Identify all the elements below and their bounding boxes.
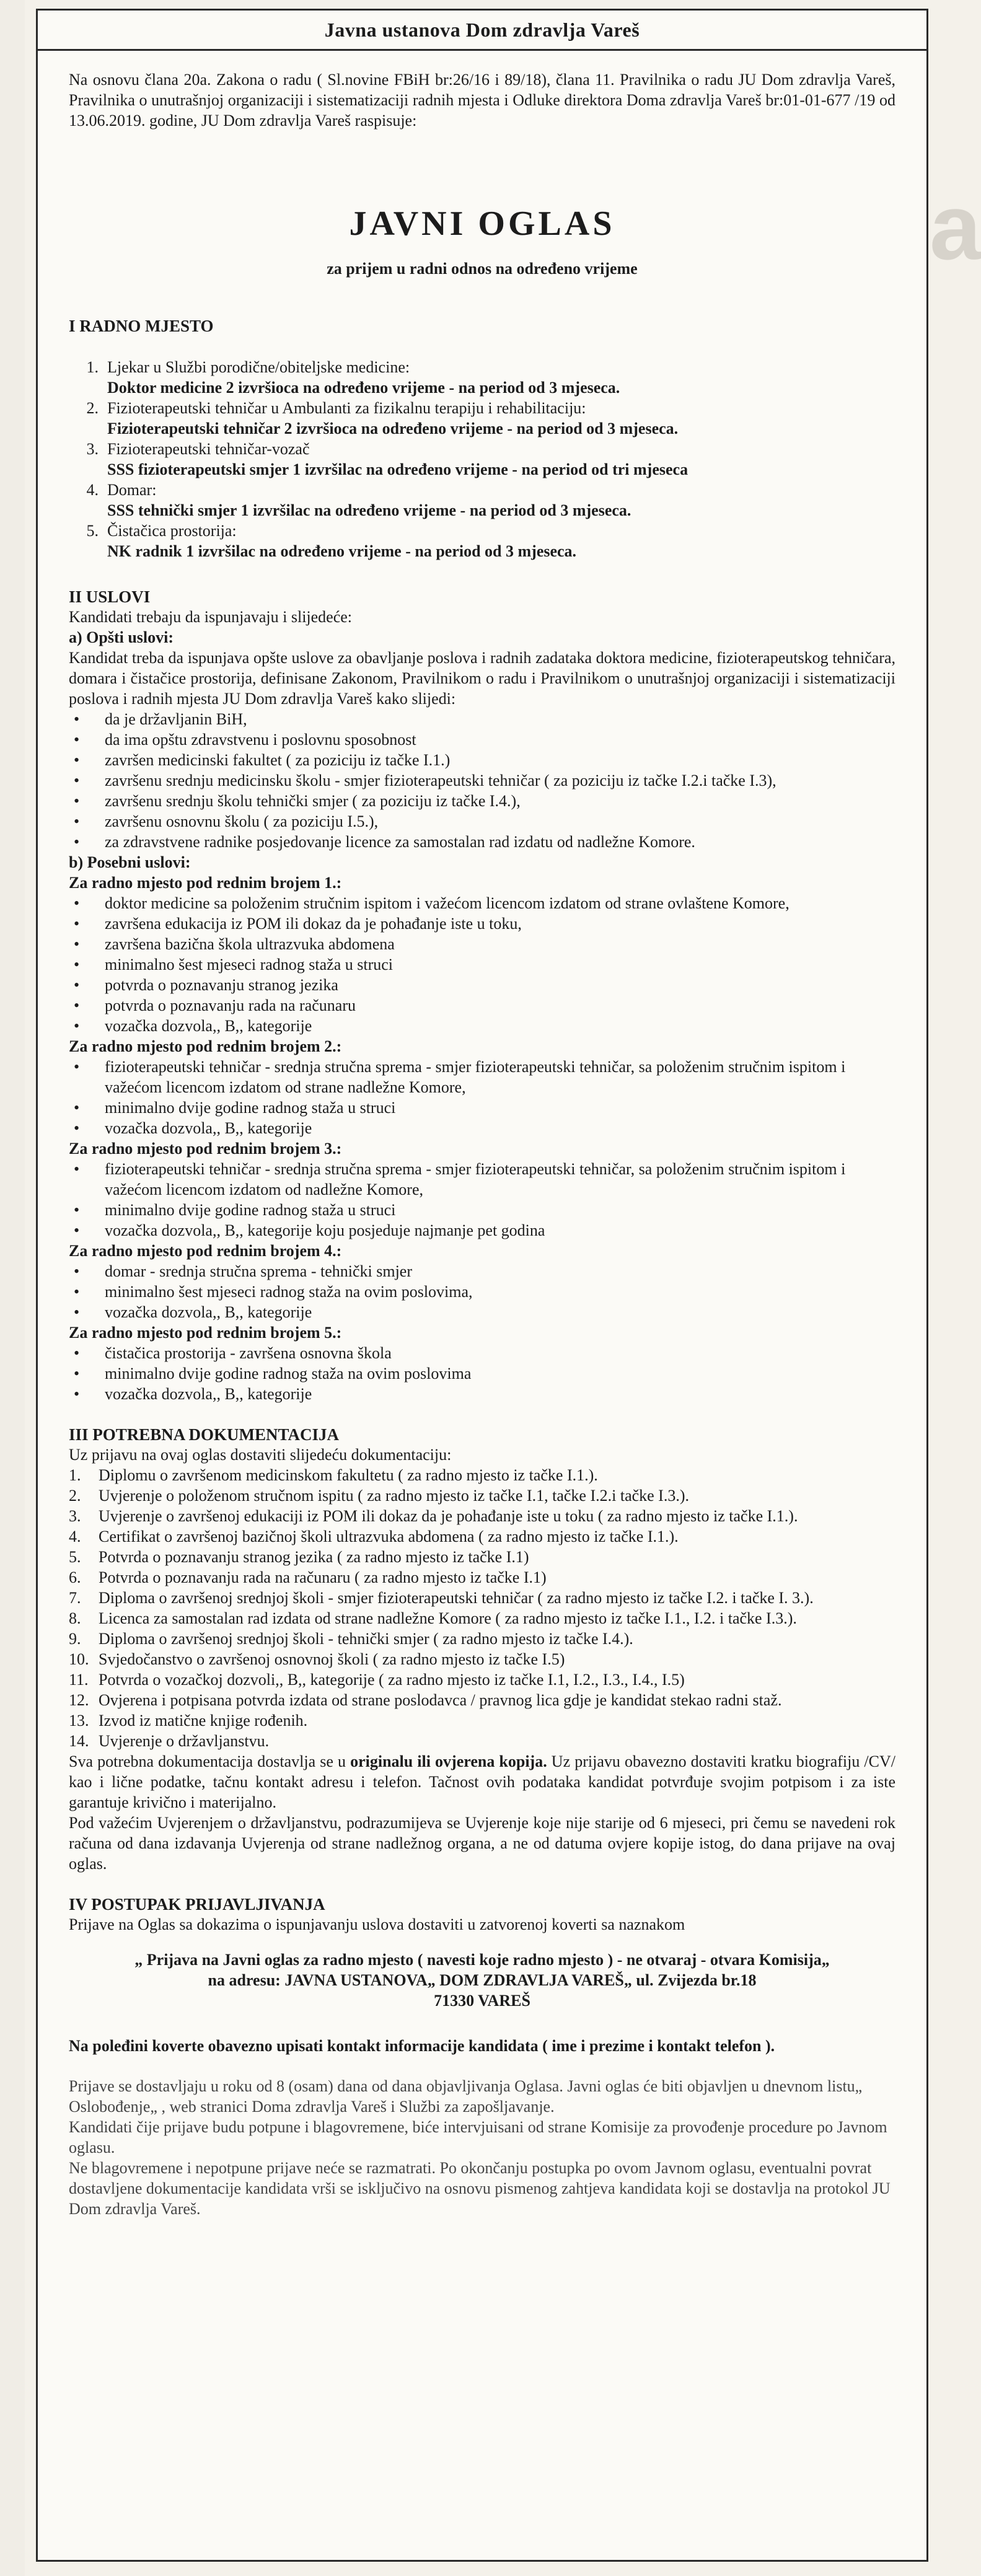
list-item: • završen medicinski fakultet ( za poziciju iz tačke I.1.) [69, 750, 895, 770]
list-item: • minimalno dvije godine radnog staža u struci [69, 1200, 895, 1220]
group-heading: Za radno mjesto pod rednim brojem 4.: [69, 1242, 342, 1260]
job-notice [36, 9, 928, 2562]
position-item [69, 357, 895, 377]
position-detail-text: SSS fizioterapeutski smjer 1 izvršilac na određeno vrijeme - na period od tri mjeseca [107, 460, 688, 478]
list-item: • fizioterapeutski tehničar - srednja stručna sprema - smjer fizioterapeutski tehničar, sa položenim stručnim ispitom i važećom licencom izdatom od nadležne Komore, [69, 1159, 895, 1200]
document-item [69, 1465, 895, 1485]
notice-title: JAVNI OGLAS [349, 204, 615, 243]
document-number: 7. [69, 1589, 81, 1607]
document-item [69, 1608, 895, 1629]
list-item: • minimalno dvije godine radnog staža na ovim poslovima [69, 1363, 895, 1384]
group-heading: Za radno mjesto pod rednim brojem 1.: [69, 874, 342, 892]
section-procedure-heading: IV POSTUPAK PRIJAVLJIVANJA [69, 1895, 325, 1914]
position-detail-text: Doktor medicine 2 izvršioca na određeno vrijeme - na period od 3 mjeseca. [107, 379, 620, 397]
document-text: Ovjerena i potpisana potvrda izdata od strane poslodavca / pravnog lica gdje je kandidat stekao radni staž. [99, 1691, 782, 1709]
note-emphasis: originalu ili ovjerena kopija. [350, 1752, 547, 1770]
list-item: • minimalno dvije godine radnog staža u struci [69, 1097, 895, 1118]
document-item [69, 1588, 895, 1608]
list-item: • domar - srednja stručna sprema - tehnički smjer [69, 1261, 895, 1281]
position-desc: Domar: [107, 481, 157, 499]
document-text: Potvrda o poznavanju rada na računaru ( za radno mjesto iz tačke I.1) [99, 1568, 547, 1586]
position-detail [69, 418, 895, 439]
position-detail-text: SSS tehnički smjer 1 izvršilac na određeno vrijeme - na period od 3 mjeseca. [107, 501, 631, 519]
position-number: 3. [86, 440, 99, 458]
group-list [69, 1261, 895, 1322]
position-number: 5. [86, 522, 99, 540]
document-number: 9. [69, 1630, 81, 1648]
document-item [69, 1506, 895, 1526]
list-item: • čistačica prostorija - završena osnovna škola [69, 1343, 895, 1363]
notice-subtitle: za prijem u radni odnos na određeno vrijeme [327, 260, 638, 278]
list-item: • minimalno šest mjeseci radnog staža na ovim poslovima, [69, 1281, 895, 1302]
document-number: 14. [69, 1732, 89, 1750]
document-number: 11. [69, 1671, 89, 1689]
group-list [69, 1343, 895, 1404]
document-item [69, 1485, 895, 1506]
list-item: • završenu srednju školu tehnički smjer ( za poziciju iz tačke I.4.), [69, 791, 895, 811]
document-item [69, 1669, 895, 1690]
document-number: 6. [69, 1568, 81, 1586]
group-heading: Za radno mjesto pod rednim brojem 2.: [69, 1037, 342, 1055]
document-text: Potvrda o vozačkoj dozvoli,, B,, kategorije ( za radno mjesto iz tačke I.1, I.2., I.3., I.4., I.5) [99, 1671, 685, 1689]
document-item [69, 1649, 895, 1669]
conditions-lead: Kandidati trebaju da ispunjavaju i slijedeće: [69, 608, 353, 626]
group-list [69, 893, 895, 1036]
documents-list [69, 1465, 895, 1751]
document-item [69, 1690, 895, 1710]
document-number: 13. [69, 1712, 89, 1730]
document-item [69, 1710, 895, 1731]
section-positions-heading: I RADNO MJESTO [69, 317, 214, 335]
list-item: • vozačka dozvola,, B,, kategorije [69, 1384, 895, 1404]
list-item: • doktor medicine sa položenim stručnim ispitom i važećom licencom izdatom od strane ovlaštene Komore, [69, 893, 895, 913]
group-heading: Za radno mjesto pod rednim brojem 5.: [69, 1324, 342, 1342]
envelope-address: na adresu: JAVNA USTANOVA„ DOM ZDRAVLJA VAREŠ„ ul. Zvijezda br.18 [208, 1971, 757, 1989]
document-text: Uvjerenje o državljanstvu. [99, 1732, 270, 1750]
document-text: Uvjerenje o završenoj edukaciji iz POM ili dokaz da je pohađanje iste u toku ( za radno mjesto iz tačke I.1.). [99, 1507, 798, 1525]
header-band [38, 11, 926, 51]
section-documents-heading: III POTREBNA DOKUMENTACIJA [69, 1425, 340, 1444]
positions-list [69, 357, 895, 561]
documents-note-citizenship: Pod važećim Uvjerenjem o državljanstvu, podrazumijeva se Uvjerenje koje nije starije od 6 mjeseci, pri čemu se navedeni rok računa od dana izdavanja Uvjerenja od strane nadležnog organa, a ne od datuma ovjere kopije istog, do dana prijave na ovaj oglas. [69, 1814, 895, 1873]
envelope-postcode: 71330 VAREŠ [434, 1992, 530, 2010]
document-number: 12. [69, 1691, 89, 1709]
position-desc: Fizioterapeutski tehničar u Ambulanti za fizikalnu terapiju i rehabilitaciju: [107, 399, 586, 417]
special-conditions-label: b) Posebni uslovi: [69, 853, 191, 871]
bleed-through-print: a [930, 175, 981, 279]
list-item: • završenu srednju medicinsku školu - smjer fizioterapeutski tehničar ( za poziciju iz tačke I.2.i tačke I.3), [69, 770, 895, 791]
document-number: 2. [69, 1487, 81, 1505]
position-desc: Čistačica prostorija: [107, 522, 237, 540]
list-item: • potvrda o poznavanju stranog jezika [69, 975, 895, 995]
page-margin [0, 0, 25, 2576]
position-item [69, 480, 895, 500]
position-number: 2. [86, 399, 99, 417]
list-item: • vozačka dozvola,, B,, kategorije koju posjeduje najmanje pet godina [69, 1220, 895, 1241]
general-conditions-text: Kandidat treba da ispunjava opšte uslove za obavljanje poslova i radnih zadataka doktora medicine, fizioterapeutskog tehničara, domara i čistačice prostorija, definisane Zakonom, Pravilnikom o radu i Pravilnikom o unutrašnjoj organizaciji i sistematizaciji poslova i radnih mjesta JU Dom zdravlja Vareš kako slijedi: [69, 649, 895, 708]
institution-name: Javna ustanova Dom zdravlja Vareš [324, 18, 640, 41]
envelope-label: „ Prijava na Javni oglas za radno mjesto ( navesti koje radno mjesto ) - ne otvaraj - otvara Komisija„ [134, 1951, 830, 1969]
document-text: Potvrda o poznavanju stranog jezika ( za radno mjesto iz tačke I.1) [99, 1548, 529, 1566]
intro-paragraph: Na osnovu člana 20a. Zakona o radu ( Sl.novine FBiH br:26/16 i 89/18), člana 11. Pravilnika o radu JU Dom zdravlja Vareš, Pravilnika o unutrašnjoj organizaciji i sistematizaciji radnih mjesta i Odluke direktora Doma zdravlja Vareš br:01-01-677 /19 od 13.06.2019. godine, JU Dom zdravlja Vareš raspisuje: [69, 71, 895, 130]
deadline-paragraph: Prijave se dostavljaju u roku od 8 (osam) dana od dana objavljivanja Oglasa. Javni oglas će biti objavljen u dnevnom listu„ Oslobođenje„ , web stranici Doma zdravlja Vareš i Službi za zapošljavanje. [69, 2077, 863, 2116]
document-number: 4. [69, 1528, 81, 1545]
document-item [69, 1547, 895, 1567]
list-item: • vozačka dozvola,, B,, kategorije [69, 1118, 895, 1138]
envelope-backside-note: Na poleđini koverte obavezno upisati kontakt informacije kandidata ( ime i prezime i kontakt telefon ). [69, 2037, 775, 2055]
list-item: • minimalno šest mjeseci radnog staža u struci [69, 954, 895, 975]
list-item: • da ima opštu zdravstvenu i poslovnu sposobnost [69, 729, 895, 750]
interview-paragraph: Kandidati čije prijave budu potpune i blagovremene, biće intervjuisani od strane Komisije za provođenje procedure po Javnom oglasu. [69, 2118, 887, 2156]
position-detail [69, 377, 895, 398]
list-item: • vozačka dozvola,, B,, kategorije [69, 1016, 895, 1036]
position-item [69, 398, 895, 418]
list-item: • da je državljanin BiH, [69, 709, 895, 729]
document-item [69, 1629, 895, 1649]
position-detail [69, 459, 895, 480]
document-text: Diploma o završenoj srednjoj školi - tehnički smjer ( za radno mjesto iz tačke I.4.). [99, 1630, 633, 1648]
group-list [69, 1159, 895, 1241]
note-text: Sva potrebna dokumentacija dostavlja se u [69, 1752, 351, 1770]
document-text: Diplomu o završenom medicinskom fakultetu ( za radno mjesto iz tačke I.1.). [99, 1466, 598, 1484]
document-item [69, 1731, 895, 1751]
list-item: • vozačka dozvola,, B,, kategorije [69, 1302, 895, 1322]
document-item [69, 1567, 895, 1588]
document-text: Certifikat o završenoj bazičnoj školi ultrazvuka abdomena ( za radno mjesto iz tačke I.1.). [99, 1528, 679, 1545]
document-number: 10. [69, 1650, 89, 1668]
documents-note-originals [69, 1751, 895, 1813]
position-desc: Fizioterapeutski tehničar-vozač [107, 440, 310, 458]
document-number: 5. [69, 1548, 81, 1566]
document-item [69, 1526, 895, 1547]
document-number: 1. [69, 1466, 81, 1484]
list-item: • fizioterapeutski tehničar - srednja stručna sprema - smjer fizioterapeutski tehničar, sa položenim stručnim ispitom i važećom licencom izdatom od strane nadležne Komore, [69, 1057, 895, 1097]
position-detail-text: Fizioterapeutski tehničar 2 izvršioca na određeno vrijeme - na period od 3 mjeseca. [107, 420, 679, 437]
list-item: • za zdravstvene radnike posjedovanje licence za samostalan rad izdatu od nadležne Komore. [69, 832, 895, 852]
rejection-paragraph: Ne blagovremene i nepotpune prijave neće se razmatrati. Po okončanju postupka po ovom Javnom oglasu, eventualni povrat dostavljene dokumentacije kandidata vrši se isključivo na osnovu pismenog zahtjeva kandidata koji se dostavlja na protokol JU Dom zdravlja Vareš. [69, 2159, 891, 2218]
position-detail-text: NK radnik 1 izvršilac na određeno vrijeme - na period od 3 mjeseca. [107, 542, 577, 560]
list-item: • završena bazična škola ultrazvuka abdomena [69, 934, 895, 954]
position-number: 1. [86, 358, 99, 376]
position-detail [69, 500, 895, 521]
general-conditions-label: a) Opšti uslovi: [69, 628, 174, 646]
document-text: Svjedočanstvo o završenoj osnovnoj školi ( za radno mjesto iz tačke I.5) [99, 1650, 565, 1668]
procedure-lead: Prijave na Oglas sa dokazima o ispunjavanju uslova dostaviti u zatvorenoj koverti sa naznakom [69, 1915, 685, 1933]
section-conditions-heading: II USLOVI [69, 587, 151, 606]
position-item [69, 521, 895, 541]
general-conditions-list [69, 709, 895, 852]
list-item: • potvrda o poznavanju rada na računaru [69, 995, 895, 1016]
group-list [69, 1057, 895, 1138]
position-number: 4. [86, 481, 99, 499]
document-text: Diploma o završenoj srednjoj školi - smjer fizioterapeutski tehničar ( za radno mjesto iz tačke I.2. i tačke I. 3.). [99, 1589, 814, 1607]
note-text: Uz prijavu obavezno dostaviti kratku biografiju /CV/ kao i lične podatke, tačnu kontakt adresu i telefon. Tačnost ovih podataka kandidat potvrđuje svojim potpisom i za iste garantuje krivično i materijalno. [69, 1752, 895, 1811]
documents-lead: Uz prijavu na ovaj oglas dostaviti slijedeću dokumentaciju: [69, 1446, 452, 1464]
group-heading: Za radno mjesto pod rednim brojem 3.: [69, 1140, 342, 1158]
position-item [69, 439, 895, 459]
document-text: Uvjerenje o položenom stručnom ispitu ( za radno mjesto iz tačke I.1, tačke I.2.i tačke I.3.). [99, 1487, 689, 1505]
list-item: • završena edukacija iz POM ili dokaz da je pohađanje iste u toku, [69, 913, 895, 934]
position-desc: Ljekar u Službi porodične/obiteljske medicine: [107, 358, 410, 376]
document-number: 8. [69, 1609, 81, 1627]
document-number: 3. [69, 1507, 81, 1525]
list-item: • završenu osnovnu školu ( za poziciju I.5.), [69, 811, 895, 832]
document-text: Licenca za samostalan rad izdata od strane nadležne Komore ( za radno mjesto iz tačke I.1., I.2. i tačke I.3.). [99, 1609, 797, 1627]
document-text: Izvod iz matične knjige rođenih. [99, 1712, 308, 1730]
position-detail [69, 541, 895, 561]
